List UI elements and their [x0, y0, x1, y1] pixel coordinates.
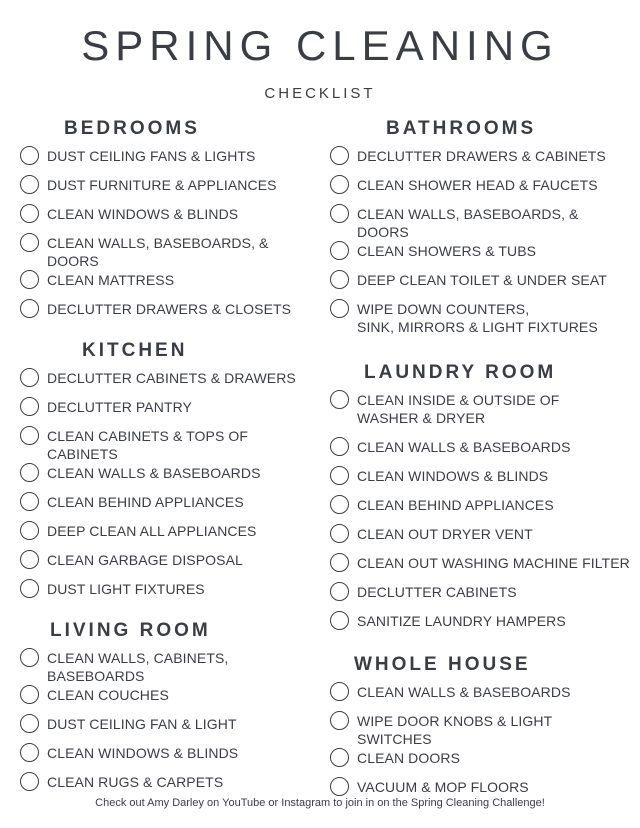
right-column — [330, 116, 630, 806]
checkbox-circle-icon[interactable] — [20, 521, 39, 540]
checklist-item[interactable] — [330, 466, 630, 495]
page-subtitle: CHECKLIST — [264, 85, 376, 102]
checklist-item[interactable] — [20, 175, 316, 204]
checklist-item[interactable] — [330, 241, 630, 270]
checklist-item-label: CLEAN WALLS & BASEBOARDS — [357, 684, 571, 700]
checklist-item-label: CLEAN GARBAGE DISPOSAL — [47, 552, 243, 568]
checklist-item-label: SANITIZE LAUNDRY HAMPERS — [357, 613, 566, 629]
checkbox-circle-icon[interactable] — [20, 397, 39, 416]
checklist-item-label: DEEP CLEAN ALL APPLIANCES — [47, 523, 257, 539]
checklist-item-label: DUST FURNITURE & APPLIANCES — [47, 177, 277, 193]
checklist-item-label: CLEAN WINDOWS & BLINDS — [47, 745, 239, 761]
checkbox-circle-icon[interactable] — [20, 743, 39, 762]
checkbox-circle-icon[interactable] — [20, 579, 39, 598]
section-bathrooms — [330, 116, 630, 346]
checklist-item-label: CLEAN WALLS, BASEBOARDS, & DOORS — [47, 235, 269, 269]
checkbox-circle-icon[interactable] — [330, 299, 349, 318]
checkbox-circle-icon[interactable] — [20, 175, 39, 194]
checkbox-circle-icon[interactable] — [330, 466, 349, 485]
checklist-item-label: DECLUTTER CABINETS — [357, 584, 517, 600]
checklist-item[interactable] — [20, 463, 316, 492]
section-title: LIVING ROOM — [50, 620, 211, 641]
checklist-item[interactable] — [20, 579, 316, 608]
section-title: BEDROOMS — [64, 118, 200, 139]
section-laundry-room — [330, 360, 630, 640]
checklist-item[interactable] — [330, 553, 630, 582]
checkbox-circle-icon[interactable] — [330, 582, 349, 601]
checkbox-circle-icon[interactable] — [330, 270, 349, 289]
checkbox-circle-icon[interactable] — [20, 426, 39, 445]
checklist-item-label: CLEAN WINDOWS & BLINDS — [357, 468, 549, 484]
checklist-item[interactable] — [20, 368, 316, 397]
checkbox-circle-icon[interactable] — [330, 553, 349, 572]
checkbox-circle-icon[interactable] — [20, 204, 39, 223]
checklist-item[interactable] — [20, 146, 316, 175]
checkbox-circle-icon[interactable] — [330, 682, 349, 701]
checklist-item-label: CLEAN BEHIND APPLIANCES — [47, 494, 244, 510]
checkbox-circle-icon[interactable] — [330, 495, 349, 514]
checklist-item[interactable] — [330, 146, 630, 175]
checklist-item-label: DECLUTTER CABINETS & DRAWERS — [47, 370, 296, 386]
checkbox-circle-icon[interactable] — [330, 175, 349, 194]
section-title: LAUNDRY ROOM — [364, 362, 557, 383]
checklist-item[interactable] — [330, 682, 630, 711]
checkbox-circle-icon[interactable] — [330, 241, 349, 260]
checklist-item-label: CLEAN OUT WASHING MACHINE FILTER — [357, 555, 630, 571]
checklist-item-label: DUST LIGHT FIXTURES — [47, 581, 205, 597]
section-title: KITCHEN — [82, 340, 188, 361]
checklist-item-label: DEEP CLEAN TOILET & UNDER SEAT — [357, 272, 607, 288]
checklist-item-label: CLEAN DOORS — [357, 750, 461, 766]
checklist-item[interactable] — [330, 204, 630, 241]
checklist-item-label: CLEAN WALLS & BASEBOARDS — [47, 465, 261, 481]
checklist-item-label: CLEAN CABINETS & TOPS OF CABINETS — [47, 428, 249, 462]
checkbox-circle-icon[interactable] — [20, 233, 39, 252]
section-whole-house — [330, 652, 630, 806]
checklist-item-label: DECLUTTER DRAWERS & CLOSETS — [47, 301, 292, 317]
checklist-item-label: WIPE DOWN COUNTERS, SINK, MIRRORS & LIGHT FIXTURES — [357, 301, 598, 335]
checklist-item-label: CLEAN BEHIND APPLIANCES — [357, 497, 554, 513]
checklist-item[interactable] — [330, 582, 630, 611]
section-title: BATHROOMS — [386, 118, 537, 139]
checkbox-circle-icon[interactable] — [20, 492, 39, 511]
checklist-item[interactable] — [20, 426, 316, 463]
checkbox-circle-icon[interactable] — [330, 390, 349, 409]
left-column — [20, 116, 316, 801]
checklist-item-label: DUST CEILING FANS & LIGHTS — [47, 148, 256, 164]
checkbox-circle-icon[interactable] — [330, 611, 349, 630]
checkbox-circle-icon[interactable] — [330, 146, 349, 165]
checkbox-circle-icon[interactable] — [330, 711, 349, 730]
checklist-item-label: CLEAN SHOWER HEAD & FAUCETS — [357, 177, 598, 193]
checklist-item[interactable] — [20, 397, 316, 426]
checkbox-circle-icon[interactable] — [330, 437, 349, 456]
checklist-item[interactable] — [20, 743, 316, 772]
checkbox-circle-icon[interactable] — [20, 772, 39, 791]
checklist-item-label: CLEAN OUT DRYER VENT — [357, 526, 533, 542]
page-title: SPRING CLEANING — [81, 22, 559, 69]
checklist-item-label: CLEAN WALLS, CABINETS, BASEBOARDS — [47, 650, 229, 684]
checklist-item-label: CLEAN WINDOWS & BLINDS — [47, 206, 239, 222]
checklist-item-label: DECLUTTER PANTRY — [47, 399, 192, 415]
checklist-item-label: DUST CEILING FAN & LIGHT — [47, 716, 237, 732]
section-bedrooms — [20, 116, 316, 328]
checklist-item[interactable] — [20, 204, 316, 233]
checklist-item[interactable] — [20, 299, 316, 328]
checklist-item[interactable] — [330, 711, 630, 748]
checkbox-circle-icon[interactable] — [20, 270, 39, 289]
checklist-item[interactable] — [20, 550, 316, 579]
checklist-item-label: VACUUM & MOP FLOORS — [357, 779, 529, 795]
checklist-item[interactable] — [330, 299, 630, 346]
checkbox-circle-icon[interactable] — [20, 368, 39, 387]
checkbox-circle-icon[interactable] — [330, 748, 349, 767]
checklist-item[interactable] — [20, 521, 316, 550]
checkbox-circle-icon[interactable] — [20, 550, 39, 569]
checkbox-circle-icon[interactable] — [20, 463, 39, 482]
checklist-item[interactable] — [330, 524, 630, 553]
checklist-item-label: DECLUTTER DRAWERS & CABINETS — [357, 148, 606, 164]
checklist-item-label: CLEAN INSIDE & OUTSIDE OF WASHER & DRYER — [357, 392, 560, 426]
checkbox-circle-icon[interactable] — [20, 648, 39, 667]
checklist-item[interactable] — [330, 748, 630, 777]
checkbox-circle-icon[interactable] — [20, 685, 39, 704]
checklist-item[interactable] — [20, 714, 316, 743]
checklist-item-label: CLEAN WALLS, BASEBOARDS, & DOORS — [357, 206, 579, 240]
section-kitchen — [20, 338, 316, 608]
checkbox-circle-icon[interactable] — [20, 714, 39, 733]
checkbox-circle-icon[interactable] — [330, 204, 349, 223]
checkbox-circle-icon[interactable] — [20, 146, 39, 165]
checklist-item-label: CLEAN MATTRESS — [47, 272, 175, 288]
checklist-item[interactable] — [330, 437, 630, 466]
checklist-item[interactable] — [330, 270, 630, 299]
checklist-item-label: WIPE DOOR KNOBS & LIGHT SWITCHES — [357, 713, 552, 747]
checklist-item[interactable] — [330, 611, 630, 640]
checklist-item-label: CLEAN COUCHES — [47, 687, 169, 703]
section-living-room — [20, 618, 316, 801]
checklist-item-label: CLEAN SHOWERS & TUBS — [357, 243, 537, 259]
checklist-item[interactable] — [330, 495, 630, 524]
section-title: WHOLE HOUSE — [354, 654, 531, 675]
checklist-item[interactable] — [20, 492, 316, 521]
checklist-item[interactable] — [20, 648, 316, 685]
checklist-item[interactable] — [20, 270, 316, 299]
checklist-item[interactable] — [20, 685, 316, 714]
checklist-item[interactable] — [330, 390, 630, 437]
checklist-item[interactable] — [330, 175, 630, 204]
footer-note: Check out Amy Darley on YouTube or Instagram to join in on the Spring Cleaning Challenge! — [95, 797, 545, 809]
checklist-item-label: CLEAN RUGS & CARPETS — [47, 774, 224, 790]
checkbox-circle-icon[interactable] — [330, 777, 349, 796]
checklist-item-label: CLEAN WALLS & BASEBOARDS — [357, 439, 571, 455]
checkbox-circle-icon[interactable] — [330, 524, 349, 543]
checklist-item[interactable] — [20, 233, 316, 270]
checkbox-circle-icon[interactable] — [20, 299, 39, 318]
